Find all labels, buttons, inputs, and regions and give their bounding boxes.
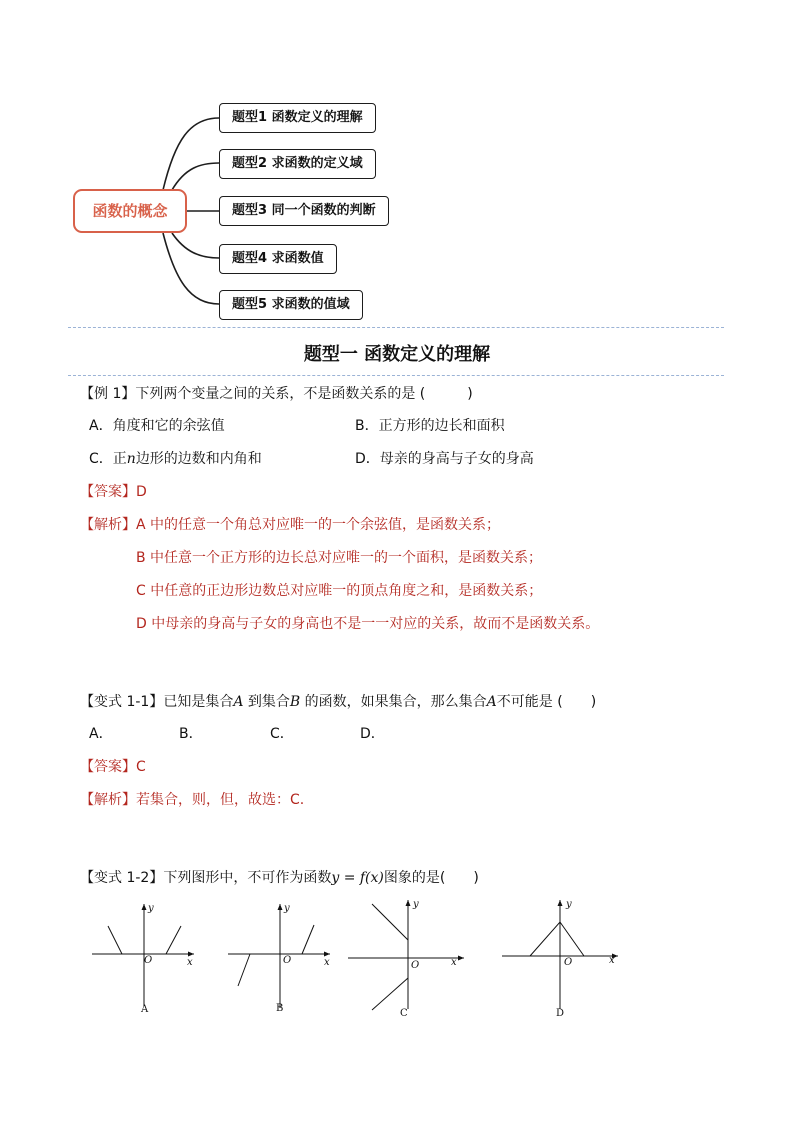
example1-option-c-var: n xyxy=(126,451,136,467)
example1-analysis xyxy=(80,514,500,534)
graph-a-y-arrow xyxy=(142,904,147,910)
graph-b-caption: B xyxy=(276,1003,284,1014)
variant11-var-a: A xyxy=(233,694,244,710)
mindmap-center-node: 函数的概念 xyxy=(73,189,187,233)
graph-c-y-arrow xyxy=(406,900,411,906)
example1-answer-tag: 【答案】 xyxy=(80,484,136,500)
variant12-tag: 【变式 1-2】 xyxy=(80,870,164,886)
mindmap-topic-2: 题型2 求函数的定义域 xyxy=(219,149,376,179)
graph-a-right-segment xyxy=(166,926,181,954)
mindmap-connectors xyxy=(0,0,794,330)
graph-a-caption: A xyxy=(141,1004,149,1015)
graph-c-upper-segment xyxy=(372,904,408,940)
variant11-answer-tag: 【答案】 xyxy=(80,759,136,775)
variant11-question xyxy=(80,691,596,711)
section-divider-bottom xyxy=(68,375,724,376)
variant11-analysis xyxy=(80,789,304,809)
graph-d-y-label: y xyxy=(566,899,572,910)
variant12-question xyxy=(80,867,479,887)
section-divider-top xyxy=(68,327,724,328)
graph-b-origin-label: O xyxy=(283,955,292,966)
variant11-analysis-text: 若集合，则，但，故选：C. xyxy=(136,792,305,808)
variant11-option-c: C． xyxy=(270,726,294,742)
variant11-stem-1: 已知是集合 xyxy=(163,694,234,710)
variant12-formula: y = f(x) xyxy=(331,870,384,886)
example1-stem: 下列两个变量之间的关系，不是函数关系的是 ( ) xyxy=(135,386,473,402)
example1-option-d: D．母亲的身高与子女的身高 xyxy=(355,451,534,467)
graph-c-x-arrow xyxy=(458,956,464,961)
example1-option-c-pre: C．正 xyxy=(89,451,127,467)
variant11-option-a: A． xyxy=(89,726,113,742)
graph-c-lower-segment xyxy=(372,978,408,1010)
example1-option-a: A．角度和它的余弦值 xyxy=(89,418,225,434)
graph-d xyxy=(500,896,625,1021)
example1-analysis-line-1: A 中的任意一个角总对应唯一的一个余弦值，是函数关系； xyxy=(136,517,501,533)
graph-a-x-arrow xyxy=(188,952,194,957)
graph-b-x-label: x xyxy=(324,957,330,968)
mindmap-topic-4: 题型4 求函数值 xyxy=(219,244,337,274)
example1-option-c-post: 边形的边数和内角和 xyxy=(135,451,262,467)
variant11-var-a2: A xyxy=(486,694,497,710)
section-title: 题型一 函数定义的理解 xyxy=(303,344,491,365)
variant11-stem-2: 到集合 xyxy=(247,694,290,710)
mindmap-topic-5: 题型5 求函数的值域 xyxy=(219,290,363,320)
graph-d-tent-segments xyxy=(530,922,584,956)
example1-analysis-line-2: B 中任意一个正方形的边长总对应唯一的一个面积，是函数关系； xyxy=(136,550,543,566)
graph-d-y-arrow xyxy=(558,900,563,906)
graph-a-left-segment xyxy=(108,926,122,954)
graph-a-origin-label: O xyxy=(144,955,153,966)
variant11-analysis-tag: 【解析】 xyxy=(80,792,136,808)
variant11-stem-3: 的函数，如果集合，那么集合 xyxy=(304,694,487,710)
variant12-stem-2: 图象的是( ) xyxy=(383,870,479,886)
variant11-option-d: D． xyxy=(360,726,385,742)
example1-analysis-line-3: C 中任意的正边形边数总对应唯一的顶点角度之和，是函数关系； xyxy=(136,583,543,599)
graph-a-x-label: x xyxy=(187,957,193,968)
example1-tag: 【例 1】 xyxy=(80,386,136,402)
variant11-option-b: B． xyxy=(179,726,203,742)
graph-c-origin-label: O xyxy=(411,960,420,971)
variant11-answer-value: C xyxy=(136,759,146,775)
example1-option-b: B．正方形的边长和面积 xyxy=(355,418,505,434)
variant11-tag: 【变式 1-1】 xyxy=(80,694,164,710)
graph-b-y-label: y xyxy=(284,903,290,914)
variant11-stem-4: 不可能是 ( ) xyxy=(496,694,597,710)
graph-c-y-label: y xyxy=(413,899,419,910)
graph-b-y-arrow xyxy=(278,904,283,910)
graph-d-caption: D xyxy=(556,1008,565,1019)
graph-b-upper-segment xyxy=(302,925,314,954)
mindmap-topic-1: 题型1 函数定义的理解 xyxy=(219,103,376,133)
graph-d-origin-label: O xyxy=(564,957,573,968)
variant11-var-b: B xyxy=(289,694,301,710)
variant12-stem-1: 下列图形中，不可作为函数 xyxy=(163,870,332,886)
example1-answer xyxy=(80,481,147,501)
graph-c-caption: C xyxy=(400,1008,408,1019)
example1-answer-value: D xyxy=(136,484,147,500)
graph-a-y-label: y xyxy=(148,903,154,914)
variant11-answer xyxy=(80,756,146,776)
example1-analysis-tag: 【解析】 xyxy=(80,517,136,533)
graph-c-x-label: x xyxy=(451,957,457,968)
graph-b-lower-segment xyxy=(238,954,250,986)
example1-option-c xyxy=(89,448,262,468)
graph-d-x-label: x xyxy=(609,955,615,966)
mindmap-topic-3: 题型3 同一个函数的判断 xyxy=(219,196,389,226)
example1-analysis-line-4: D 中母亲的身高与子女的身高也不是一一对应的关系，故而不是函数关系。 xyxy=(136,616,600,632)
example1-question xyxy=(80,383,473,403)
graph-b-x-arrow xyxy=(324,952,330,957)
